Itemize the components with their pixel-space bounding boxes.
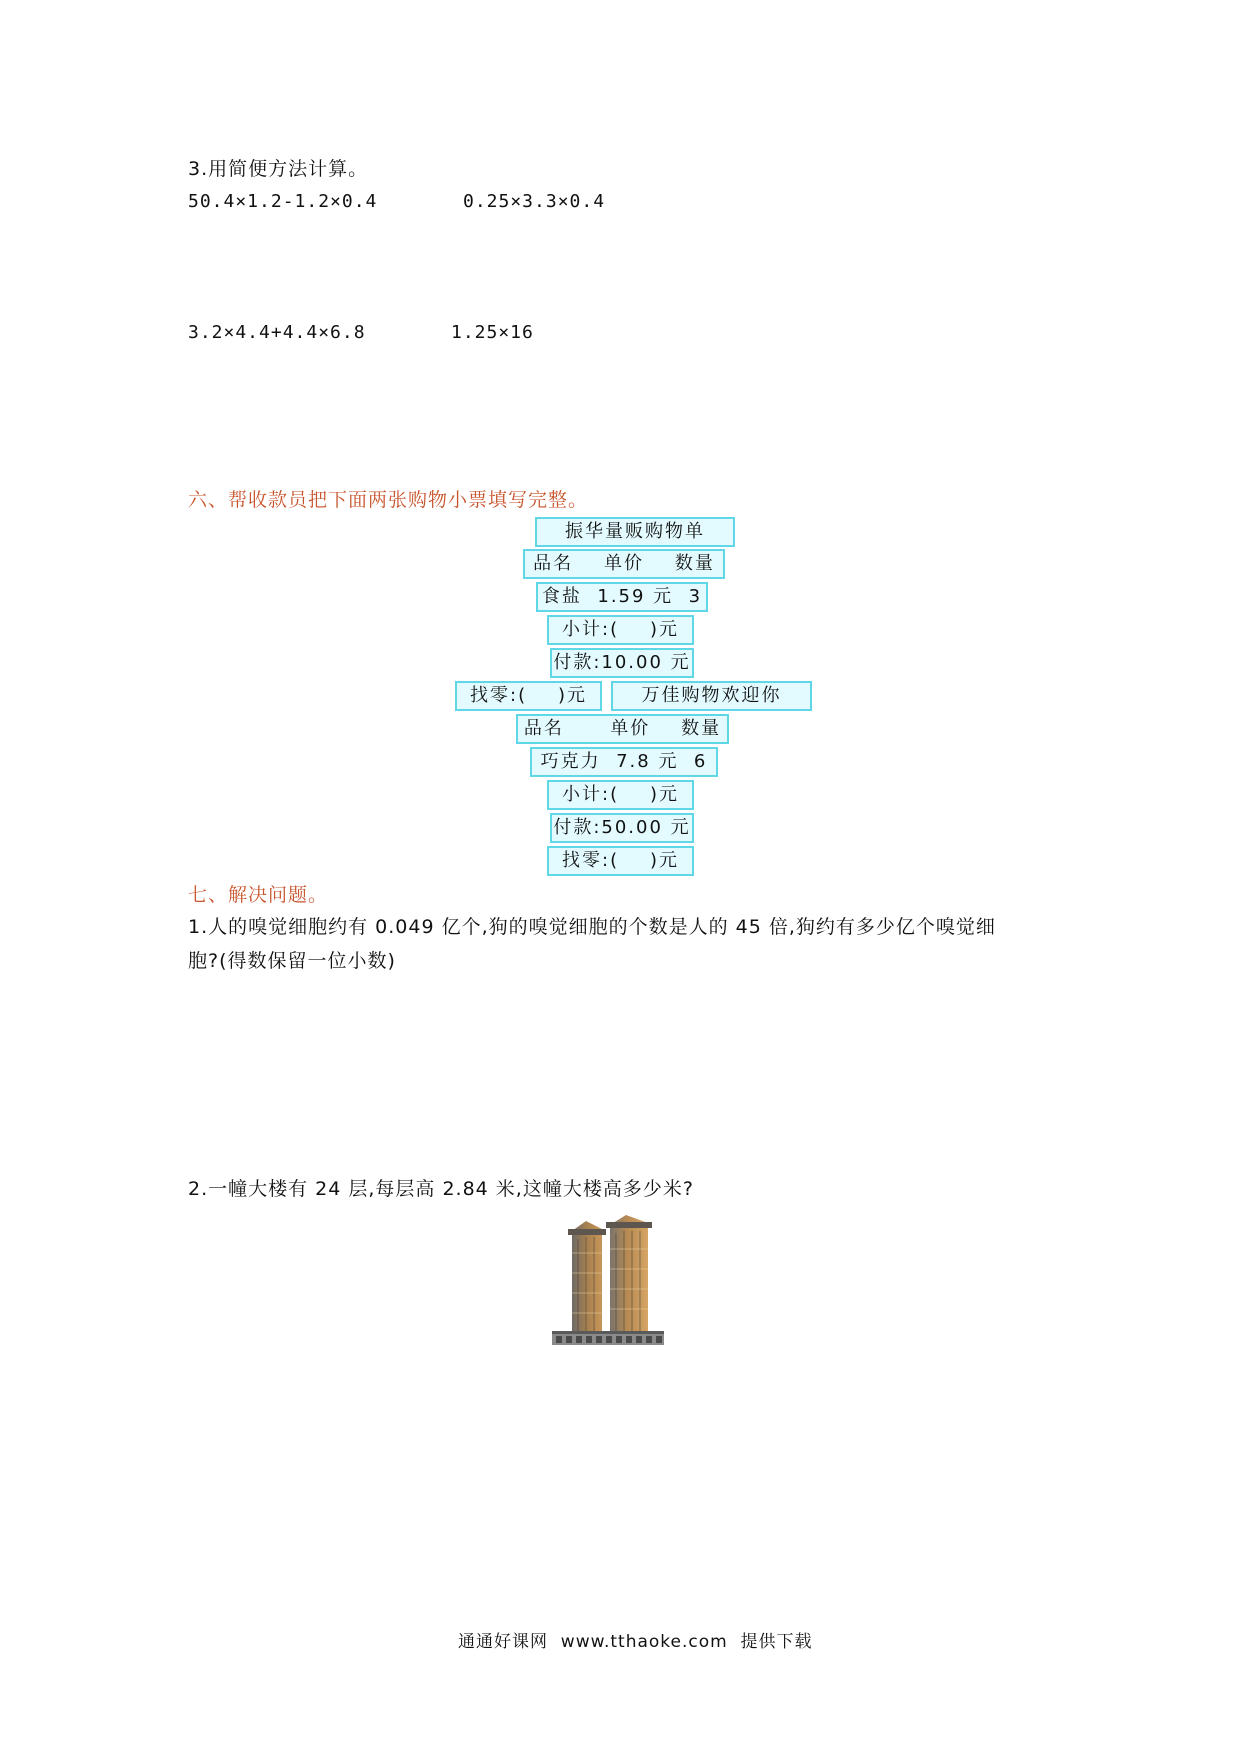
question-1-line-1: 1.人的嗅觉细胞约有 0.049 亿个,狗的嗅觉细胞的个数是人的 45 倍,狗约有多少亿个嗅觉细 (188, 916, 996, 938)
footer-text: 通通好课网 www.tthaoke.com 提供下载 (458, 1632, 813, 1652)
problem-3: 3.2×4.4+4.4×6.8 (188, 322, 366, 343)
receipt1-item: 食盐 1.59 元 3 (536, 582, 708, 612)
section7-title: 七、解决问题。 (188, 884, 329, 906)
building-illustration (550, 1213, 686, 1353)
receipt1-subtotal: 小计:( )元 (547, 615, 694, 645)
receipt2-subtotal: 小计:( )元 (547, 780, 694, 810)
receipt2-shop-name: 万佳购物欢迎你 (611, 681, 812, 711)
question-2: 2.一幢大楼有 24 层,每层高 2.84 米,这幢大楼高多少米? (188, 1178, 694, 1200)
section6-title: 六、帮收款员把下面两张购物小票填写完整。 (188, 489, 589, 511)
problem-1: 50.4×1.2-1.2×0.4 (188, 191, 378, 212)
receipt1-paid: 付款:10.00 元 (550, 648, 694, 678)
section3-title: 3.用简便方法计算。 (188, 158, 369, 180)
receipt2-item: 巧克力 7.8 元 6 (530, 747, 718, 777)
problem-4: 1.25×16 (451, 322, 534, 343)
receipt1-shop-name: 振华量贩购物单 (535, 517, 735, 547)
receipt1-header: 品名 单价 数量 (523, 549, 725, 579)
receipt1-change: 找零:( )元 (455, 681, 602, 711)
question-1-line-2: 胞?(得数保留一位小数) (188, 950, 396, 972)
receipt2-change: 找零:( )元 (547, 846, 694, 876)
problem-2: 0.25×3.3×0.4 (463, 191, 606, 212)
receipt2-header: 品名 单价 数量 (516, 714, 729, 744)
receipt2-paid: 付款:50.00 元 (550, 813, 694, 843)
